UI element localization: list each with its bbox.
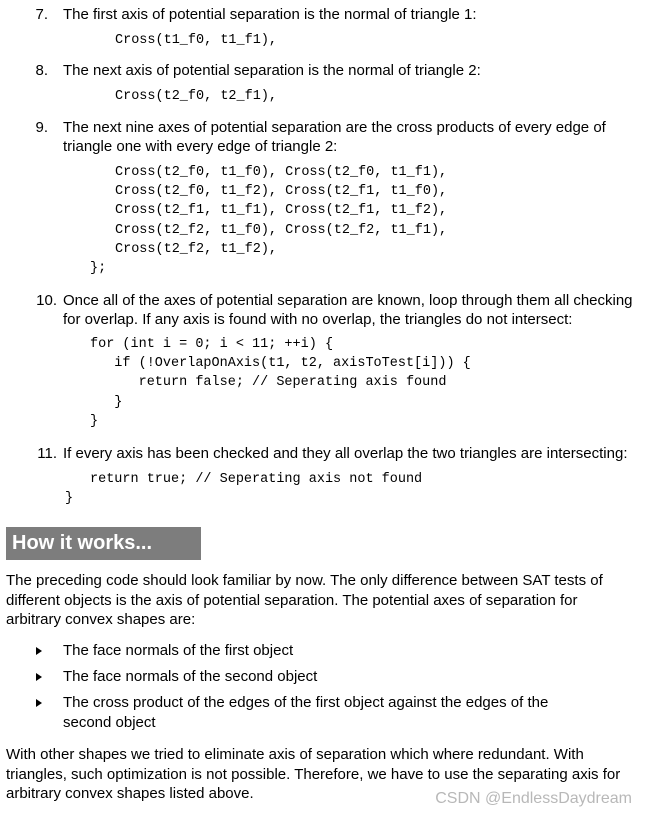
code-block-step-11-close: } [65, 491, 74, 506]
intro-paragraph: The preceding code should look familiar by now. The only difference between SAT tests of different objects is the axis of potential separation. The potential axes of separation for arbitrary convex shapes are: [6, 572, 603, 628]
closing-paragraph: With other shapes we tried to eliminate axis of separation which where redundant. With triangles, such optimization is not possible. Therefore, we have to use the separating axis for arbitrary convex shapes listed above. [6, 746, 621, 802]
section-heading: How it works... [6, 527, 201, 560]
list-item-text: The face normals of the second object [63, 668, 318, 685]
code-block-step-9-close: }; [90, 261, 107, 276]
bullet-arrow-icon [36, 647, 42, 655]
code-block-step-9: Cross(t2_f0, t1_f0), Cross(t2_f0, t1_f1), Cross(t2_f0, t1_f2), Cross(t2_f1, t1_f0), Cross(t2_f1, t1_f1), Cross(t2_f1, t1_f2), Cross(t2_f2, t1_f0), Cross(t2_f2, t1_f1), Cross(t2_f2, t1_f2), [115, 165, 448, 257]
list-item-text: The face normals of the first object [63, 642, 294, 659]
watermark: CSDN @EndlessDaydream [435, 790, 632, 807]
step-number: 8. [35, 62, 48, 79]
bullet-arrow-icon [36, 699, 42, 707]
step-number: 7. [35, 6, 48, 23]
code-block-step-11: return true; // Seperating axis not found [90, 472, 423, 487]
step-number: 11. [37, 445, 57, 462]
step-text: Once all of the axes of potential separation are known, loop through them all checking for overlap. If any axis is found with no overlap, the triangles do not intersect: [63, 292, 633, 328]
step-number: 10. [36, 292, 57, 309]
step-number: 9. [35, 119, 48, 136]
step-text: The next nine axes of potential separation are the cross products of every edge of triangle one with every edge of triangle 2: [63, 119, 606, 155]
code-block-step-8: Cross(t2_f0, t2_f1), [115, 89, 278, 104]
step-text: The next axis of potential separation is the normal of triangle 2: [63, 62, 481, 79]
list-item-text: The cross product of the edges of the first object against the edges of the second object [63, 694, 549, 731]
step-text: The first axis of potential separation is the normal of triangle 1: [63, 6, 477, 23]
code-block-step-10: for (int i = 0; i < 11; ++i) { if (!OverlapOnAxis(t1, t2, axisToTest[i])) { return false; // Seperating axis found } } [90, 337, 471, 429]
step-text: If every axis has been checked and they all overlap the two triangles are intersecting: [63, 445, 628, 462]
code-block-step-7: Cross(t1_f0, t1_f1), [115, 33, 278, 48]
bullet-arrow-icon [36, 673, 42, 681]
